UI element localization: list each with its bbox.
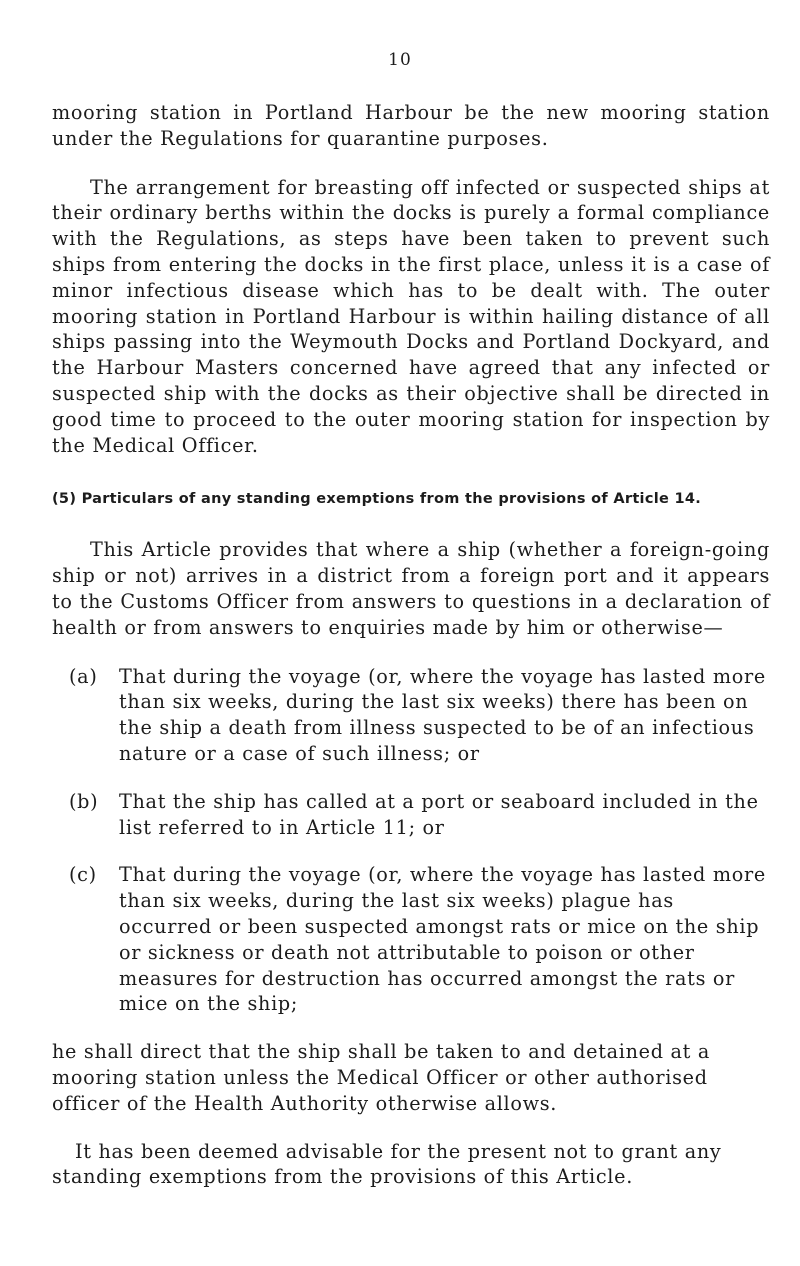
condition-text: That during the voyage (or, where the voyage has lasted more than six weeks, during the last six weeks) there has been on the ship a death from illness suspected to be of an infectious nature or a case of such illness; or bbox=[119, 664, 766, 765]
condition-text: That during the voyage (or, where the voyage has lasted more than six weeks, during the last six weeks) plague has occurred or been suspected amongst rats or mice on the ship or sickness or death not attributable to poison or other measures for destruction has occurred amongst the rats or mice on the ship; bbox=[119, 863, 766, 1016]
condition-item-a bbox=[52, 664, 770, 767]
condition-label: (c) bbox=[69, 863, 97, 887]
condition-item-c bbox=[52, 862, 770, 1017]
page-body bbox=[52, 100, 770, 1190]
condition-item-b bbox=[52, 789, 770, 841]
page-number: 10 bbox=[388, 50, 412, 70]
condition-label: (a) bbox=[69, 664, 98, 688]
condition-text: That the ship has called at a port or seaboard included in the list referred to in Article 11; or bbox=[119, 789, 759, 839]
section-heading: (5) Particulars of any standing exemptions from the provisions of Article 14. bbox=[52, 491, 702, 508]
conclusion-paragraph: It has been deemed advisable for the present not to grant any standing exemptions from the provisions of this Article. bbox=[52, 1139, 722, 1189]
continuation-paragraph: mooring station in Portland Harbour be the new mooring station under the Regulations for quarantine purposes. bbox=[52, 101, 770, 150]
article-intro-paragraph: This Article provides that where a ship (whether a foreign-going ship or not) arrives in a district from a foreign port and it appears to the Customs Officer from answers to questions in a declaration of health or from answers to enquiries made by him or otherwise— bbox=[52, 538, 770, 639]
condition-label: (b) bbox=[69, 789, 99, 813]
arrangement-paragraph: The arrangement for breasting off infected or suspected ships at their ordinary berths within the docks is purely a formal compliance with the Regulations, as steps have been taken to prevent such ships from entering the docks in the first place, unless it is a case of minor infectious disease which has to be dealt with. The outer mooring station in Portland Harbour is within hailing distance of all ships passing into the Weymouth Docks and Portland Dockyard, and the Harbour Masters concerned have agreed that any infected or suspected ship with the docks as their objective shall be directed in good time to proceed to the outer mooring station for inspection by the Medical Officer. bbox=[52, 175, 770, 457]
direction-paragraph: he shall direct that the ship shall be taken to and detained at a mooring station unless the Medical Officer or other authorised officer of the Health Authority otherwise allows. bbox=[52, 1040, 710, 1115]
